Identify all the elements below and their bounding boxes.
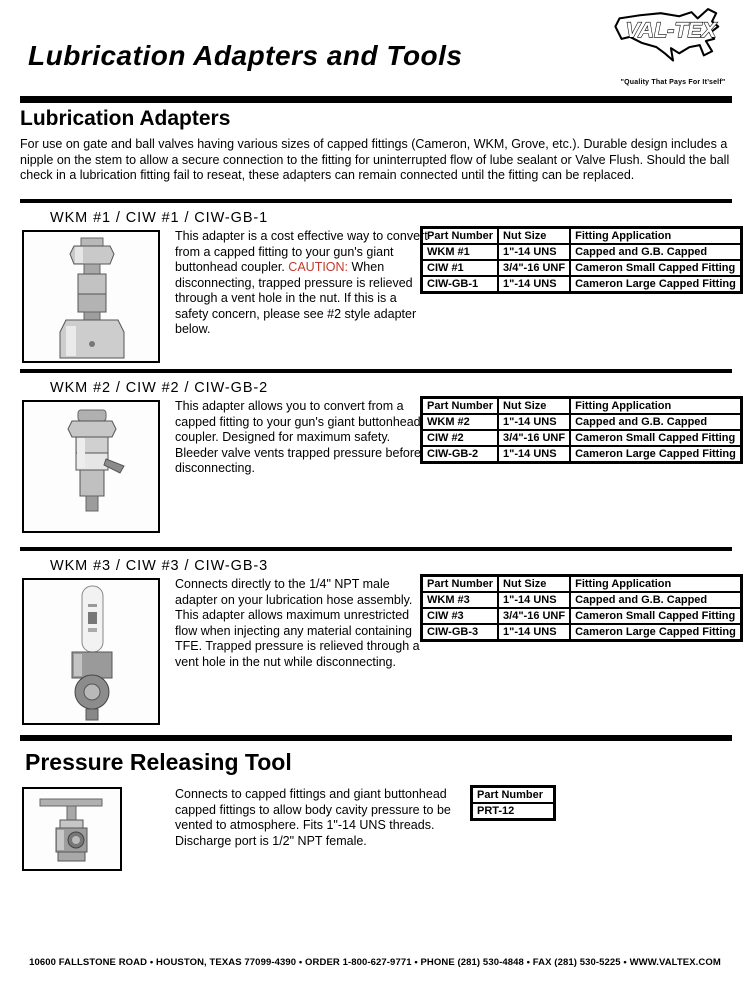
cell-fitting-application: Capped and G.B. Capped [570, 244, 741, 260]
adapter-2-heading: WKM #2 / CIW #2 / CIW-GB-2 [50, 380, 269, 396]
cell-part-number: CIW-GB-2 [422, 446, 499, 463]
adapter-1-description [175, 229, 429, 338]
cell-nut-size: 3/4"-16 UNF [498, 430, 570, 446]
cell-part-number: WKM #3 [422, 592, 499, 608]
pressure-tool-heading: Pressure Releasing Tool [25, 749, 292, 775]
footer-contact-line: 10600 FALLSTONE ROAD • HOUSTON, TEXAS 77099-4390 • ORDER 1-800-627-9771 • PHONE (281) 530-4848 • FAX (281) 530-5225 • WWW.VALTEX.COM [29, 957, 721, 968]
page-title: Lubrication Adapters and Tools [28, 40, 463, 71]
section-divider [20, 369, 732, 373]
cell-part-number: PRT-12 [472, 803, 555, 820]
pressure-tool-description: Connects to capped fittings and giant buttonhead capped fittings to allow body cavity pressure to be vented to atmosphere. Fits 1"-14 UNS threads. Discharge port is 1/2" NPT female. [175, 787, 451, 848]
logo-tagline: "Quality That Pays For It’self" [620, 79, 726, 86]
table-row [472, 803, 555, 820]
cell-fitting-application: Cameron Small Capped Fitting [570, 430, 741, 446]
cell-part-number: CIW #2 [422, 430, 499, 446]
section-divider [20, 735, 732, 741]
cell-nut-size: 1"-14 UNS [498, 624, 570, 641]
cell-nut-size: 3/4"-16 UNF [498, 608, 570, 624]
adapter-section-2 [20, 369, 736, 475]
adapter-section-1 [20, 199, 736, 336]
cell-part-number: CIW #1 [422, 260, 499, 276]
col-header-part-number: Part Number [422, 228, 499, 245]
adapter-2-image [24, 402, 158, 531]
col-header-fitting-application: Fitting Application [570, 398, 741, 415]
description-text: This adapter is a cost effective way to convert from a capped fitting to your gun's giant buttonhead coupler. [175, 229, 428, 274]
adapter-1-image [24, 232, 158, 361]
description-text: Connects directly to the 1/4" NPT male adapter on your lubrication hose assembly. This adapter allows maximum unrestricted flow when injecting any material containing TFE. Trapped pressure is relieved through a vent hole in the nut while disconnecting. [175, 577, 420, 669]
col-header-nut-size: Nut Size [498, 576, 570, 593]
cell-fitting-application: Cameron Large Capped Fitting [570, 624, 741, 641]
col-header-fitting-application: Fitting Application [570, 228, 741, 245]
cell-fitting-application: Capped and G.B. Capped [570, 592, 741, 608]
table-row [422, 276, 742, 293]
table-row [422, 260, 742, 276]
adapter-1-photo [22, 230, 160, 363]
pressure-tool-table [470, 785, 556, 821]
adapter-3-spec-table [420, 574, 743, 642]
cell-fitting-application: Cameron Large Capped Fitting [570, 446, 741, 463]
cell-nut-size: 3/4"-16 UNF [498, 260, 570, 276]
cell-nut-size: 1"-14 UNS [498, 592, 570, 608]
adapter-3-image [24, 580, 158, 723]
table-row [422, 608, 742, 624]
adapter-2-spec-table [420, 396, 743, 464]
col-header-part-number: Part Number [472, 787, 555, 804]
cell-fitting-application: Cameron Small Capped Fitting [570, 260, 741, 276]
cell-nut-size: 1"-14 UNS [498, 244, 570, 260]
table-row [422, 414, 742, 430]
logo-brand-text: VAL-TEX [625, 16, 717, 42]
cell-fitting-application: Cameron Large Capped Fitting [570, 276, 741, 293]
cell-fitting-application: Cameron Small Capped Fitting [570, 608, 741, 624]
col-header-nut-size: Nut Size [498, 398, 570, 415]
cell-part-number: CIW #3 [422, 608, 499, 624]
adapter-2-description [175, 399, 429, 477]
cell-part-number: CIW-GB-3 [422, 624, 499, 641]
description-text: This adapter allows you to convert from a capped fitting to your gun's giant buttonhead coupler. Designed for maximum safety. Bleeder valve vents trapped pressure before disconnecting. [175, 399, 421, 475]
adapter-3-heading: WKM #3 / CIW #3 / CIW-GB-3 [50, 558, 269, 574]
us-map-icon [610, 6, 736, 78]
table-header-row [422, 398, 742, 415]
table-row [422, 430, 742, 446]
header-divider [20, 96, 732, 103]
intro-paragraph: For use on gate and ball valves having various sizes of capped fittings (Cameron, WKM, Grove, etc.). Durable design includes a nipple on the stem to allow a secure connection to the fitting for uninterrupted flow of lube sealant or Valve Flush. Should the ball check in a lubrication fitting fail to reseat, these adapters can remain connected until the fitting can be replaced. [20, 137, 730, 183]
adapter-3-photo [22, 578, 160, 725]
table-row [422, 624, 742, 641]
table-header-row [422, 228, 742, 245]
pressure-tool-section [20, 735, 732, 848]
table-row [422, 244, 742, 260]
pressure-tool-image [24, 789, 120, 869]
adapter-1-heading: WKM #1 / CIW #1 / CIW-GB-1 [50, 210, 269, 226]
adapter-section-3 [20, 547, 736, 669]
col-header-fitting-application: Fitting Application [570, 576, 741, 593]
cell-fitting-application: Capped and G.B. Capped [570, 414, 741, 430]
cell-part-number: CIW-GB-1 [422, 276, 499, 293]
caution-label: CAUTION: [288, 260, 349, 274]
section-divider [20, 547, 732, 551]
cell-part-number: WKM #2 [422, 414, 499, 430]
pressure-tool-photo [22, 787, 122, 871]
table-header-row [472, 787, 555, 804]
col-header-nut-size: Nut Size [498, 228, 570, 245]
section-title-lubrication-adapters: Lubrication Adapters [20, 107, 231, 130]
cell-nut-size: 1"-14 UNS [498, 446, 570, 463]
table-header-row [422, 576, 742, 593]
cell-nut-size: 1"-14 UNS [498, 276, 570, 293]
table-row [422, 592, 742, 608]
table-row [422, 446, 742, 463]
adapter-2-photo [22, 400, 160, 533]
section-divider [20, 199, 732, 203]
cell-nut-size: 1"-14 UNS [498, 414, 570, 430]
valtex-logo [610, 6, 736, 86]
adapter-1-spec-table [420, 226, 743, 294]
col-header-part-number: Part Number [422, 398, 499, 415]
col-header-part-number: Part Number [422, 576, 499, 593]
cell-part-number: WKM #1 [422, 244, 499, 260]
description-text: When disconnecting, trapped pressure is relieved through a vent hole in the nut. If this is a safety concern, please see #2 style adapter below. [175, 260, 417, 336]
adapter-3-description [175, 577, 429, 670]
